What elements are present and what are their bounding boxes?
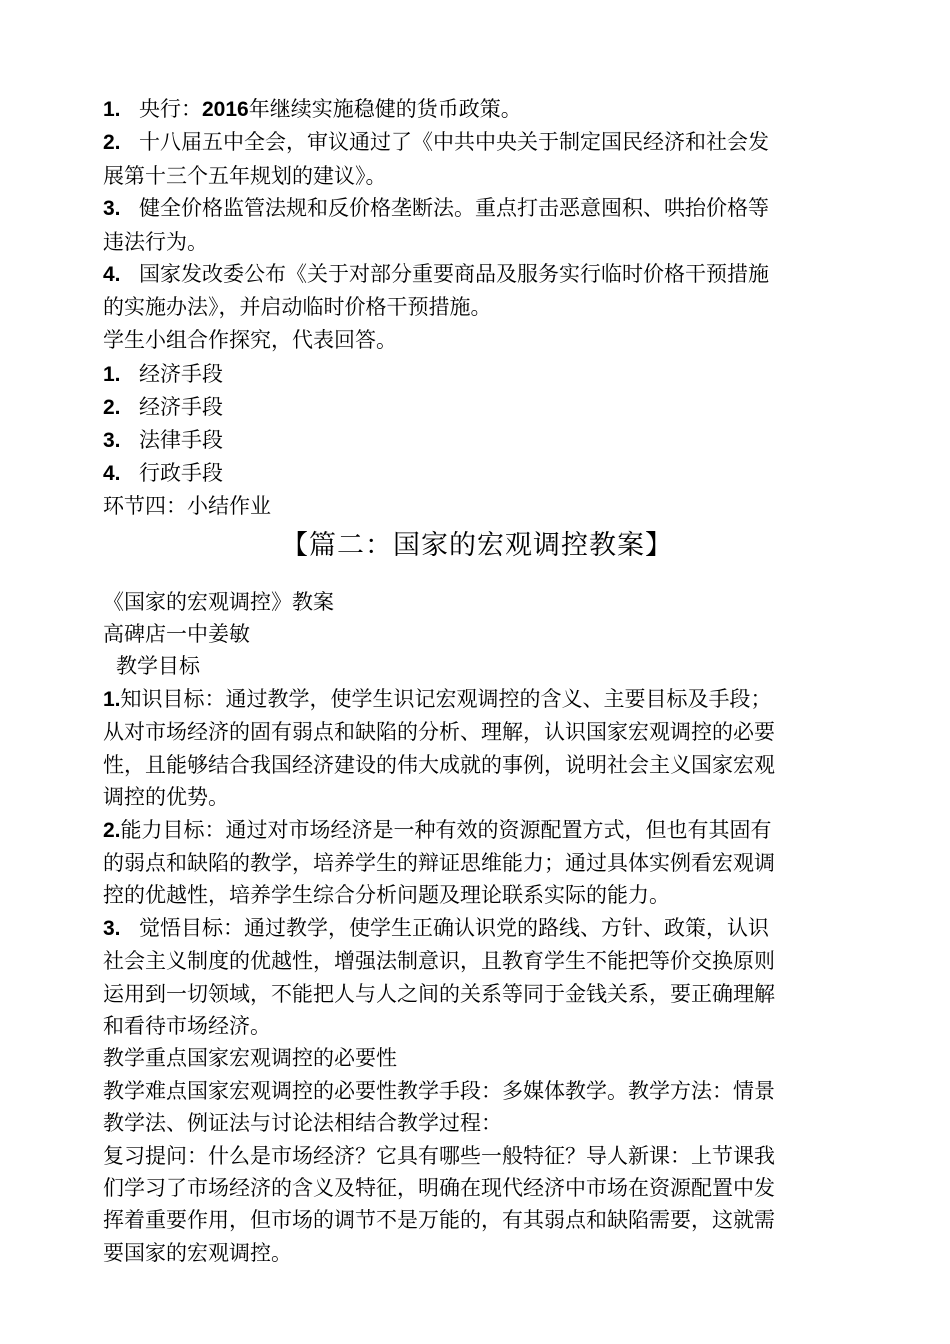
list-number: 3. xyxy=(103,916,121,940)
list-number: 2. xyxy=(103,131,121,155)
goal1-line-1 xyxy=(103,683,851,716)
section-title: 【篇二：国家的宏观调控教案】 xyxy=(281,529,673,561)
list2-item-4 xyxy=(103,457,851,490)
group-answer-text: 学生小组合作探究，代表回答。 xyxy=(103,327,397,352)
list1-item-3 xyxy=(103,192,851,225)
list-text: 年继续实施稳健的货币政策。 xyxy=(248,97,522,121)
author-line: 高碑店一中姜敏 xyxy=(103,622,250,647)
goal2-line-2: 的弱点和缺陷的教学，培养学生的辩证思维能力；通过具体实例看宏观调 xyxy=(103,850,775,875)
list1-item-3-cont: 违法行为。 xyxy=(103,229,208,254)
goal1-line-3: 性，且能够结合我国经济建设的伟大成就的事例，说明社会主义国家宏观 xyxy=(103,752,775,777)
list-number: 1. xyxy=(103,687,121,711)
goal-text: 知识目标：通过教学，使学生识记宏观调控的含义、主要目标及手段； xyxy=(120,686,772,711)
goal2-line-1 xyxy=(103,814,851,847)
list-number: 4. xyxy=(103,263,121,287)
goal1-line-2: 从对市场经济的固有弱点和缺陷的分析、理解，认识国家宏观调控的必要 xyxy=(103,720,775,745)
list1-item-1 xyxy=(103,93,851,126)
list1-item-2 xyxy=(103,126,851,159)
document-title: 《国家的宏观调控》教案 xyxy=(103,589,334,614)
goal-text: 觉悟目标：通过教学，使学生正确认识党的路线、方针、政策，认识 xyxy=(139,915,769,940)
list1-item-4 xyxy=(103,258,851,291)
goals-heading: 教学目标 xyxy=(116,654,200,679)
goal2-line-3: 控的优越性，培养学生综合分析问题及理论联系实际的能力。 xyxy=(103,883,670,908)
goal3-line-1 xyxy=(103,912,851,945)
goal3-line-3: 运用到一切领域，不能把人与人之间的关系等同于金钱关系，要正确理解 xyxy=(103,981,775,1006)
list-number: 2. xyxy=(103,818,121,842)
list-text: 行政手段 xyxy=(139,461,223,486)
list-number: 3. xyxy=(103,197,121,221)
list-text: 央行： xyxy=(139,97,202,121)
year-text: 2016 xyxy=(202,98,249,121)
review-line-4: 要国家的宏观调控。 xyxy=(103,1240,292,1265)
list-text: 经济手段 xyxy=(139,362,223,387)
list1-item-4-cont: 的实施办法》，并启动临时价格干预措施。 xyxy=(103,295,492,320)
goal3-line-4: 和看待市场经济。 xyxy=(103,1013,271,1038)
list-text: 十八届五中全会，审议通过了《中共中央关于制定国民经济和社会发 xyxy=(139,130,769,155)
list2-item-1 xyxy=(103,358,851,391)
list-number: 2. xyxy=(103,396,121,420)
document-page xyxy=(103,93,851,1269)
list2-item-3 xyxy=(103,424,851,457)
goal3-line-2: 社会主义制度的优越性，增强法制意识，且教育学生不能把等价交换原则 xyxy=(103,949,775,974)
review-line-2: 们学习了市场经济的含义及特征，明确在现代经济中市场在资源配置中发 xyxy=(103,1175,775,1200)
goal1-line-4: 调控的优势。 xyxy=(103,785,229,810)
review-line-1: 复习提问：什么是市场经济？它具有哪些一般特征？导人新课：上节课我 xyxy=(103,1143,775,1168)
list-text: 经济手段 xyxy=(139,395,223,420)
list2-item-2 xyxy=(103,391,851,424)
key-point: 教学重点国家宏观调控的必要性 xyxy=(103,1046,397,1071)
step-four-heading: 环节四：小结作业 xyxy=(103,494,271,519)
list-text: 国家发改委公布《关于对部分重要商品及服务实行临时价格干预措施 xyxy=(139,262,769,287)
list-text: 健全价格监管法规和反价格垄断法。重点打击恶意囤积、哄抬价格等 xyxy=(139,196,769,221)
list-number: 1. xyxy=(103,98,121,121)
list1-item-2-cont: 展第十三个五年规划的建议》。 xyxy=(103,163,387,188)
list-number: 1. xyxy=(103,363,121,387)
difficulty-line-1: 教学难点国家宏观调控的必要性教学手段：多媒体教学。教学方法：情景 xyxy=(103,1078,775,1103)
list-number: 3. xyxy=(103,429,121,453)
list-number: 4. xyxy=(103,462,121,486)
difficulty-line-2: 教学法、例证法与讨论法相结合教学过程： xyxy=(103,1111,502,1136)
review-line-3: 挥着重要作用，但市场的调节不是万能的，有其弱点和缺陷需要，这就需 xyxy=(103,1208,775,1233)
goal-text: 能力目标：通过对市场经济是一种有效的资源配置方式，但也有其固有 xyxy=(120,817,772,842)
list-text: 法律手段 xyxy=(139,428,223,453)
